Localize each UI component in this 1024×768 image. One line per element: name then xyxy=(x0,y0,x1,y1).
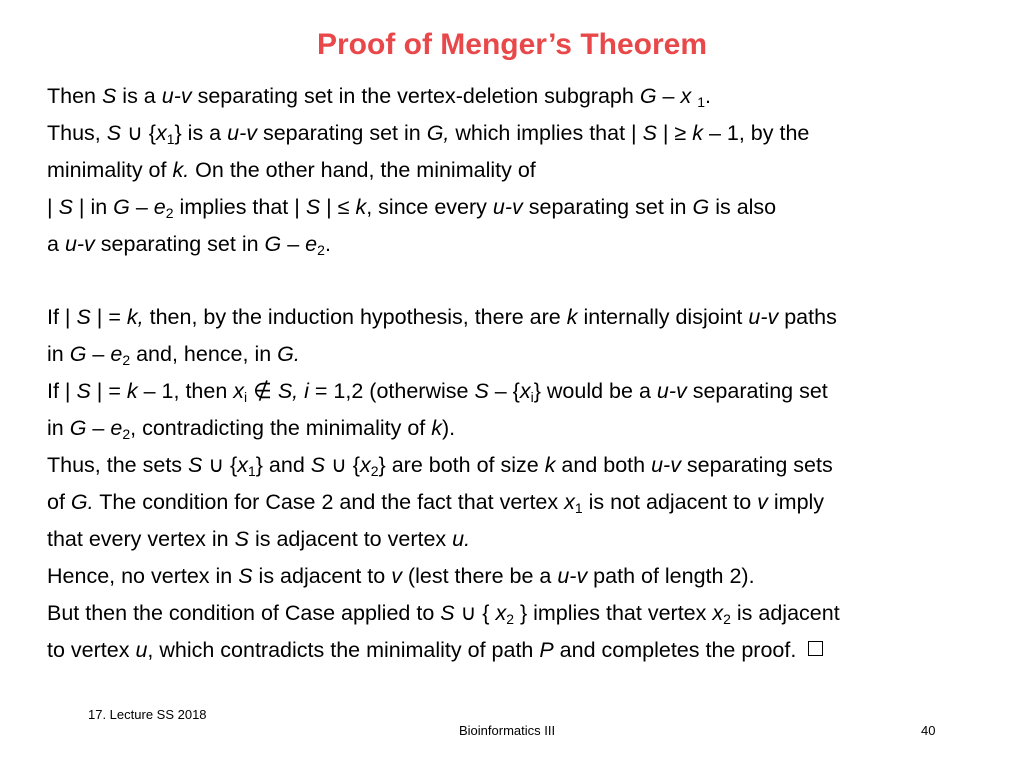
math-var: S xyxy=(234,527,249,551)
text-run: a xyxy=(47,232,65,256)
text-run: Thus, xyxy=(47,121,107,145)
text-line xyxy=(47,115,1007,152)
text-run: } would be a xyxy=(533,379,657,403)
text-run: is also xyxy=(709,195,777,219)
math-var: x xyxy=(237,453,248,477)
text-run: and, hence, in xyxy=(130,342,278,366)
math-var: k xyxy=(692,121,703,145)
text-run: – xyxy=(86,342,111,366)
text-run: is not adjacent to xyxy=(582,490,758,514)
text-run: – xyxy=(129,195,154,219)
text-run: | xyxy=(47,195,59,219)
text-run: separating set in the vertex-deletion subgraph xyxy=(191,84,640,108)
text-run: which implies that | xyxy=(449,121,643,145)
text-run: separating set in xyxy=(256,121,427,145)
subscript: i xyxy=(244,389,248,405)
math-var: S xyxy=(101,84,117,108)
text-run: in xyxy=(47,416,70,440)
footer-course: Bioinformatics III xyxy=(459,723,556,738)
math-var: u-v xyxy=(748,305,779,329)
text-run: ∪ { xyxy=(202,453,238,477)
text-run: is adjacent to vertex xyxy=(248,527,453,551)
subscript: 2 xyxy=(317,242,325,258)
math-var: G xyxy=(264,232,282,256)
text-run: . xyxy=(324,232,331,256)
math-var: u-v xyxy=(492,195,523,219)
math-var: k xyxy=(544,453,556,477)
math-var: x xyxy=(360,453,371,477)
text-run: – { xyxy=(488,379,520,403)
text-run: | in xyxy=(72,195,114,219)
text-run: is adjacent xyxy=(730,601,840,625)
proof-body xyxy=(47,78,1007,669)
text-run: } are both of size xyxy=(378,453,545,477)
math-var: S xyxy=(474,379,489,403)
text-run: and both xyxy=(555,453,652,477)
text-run: If | xyxy=(47,305,77,329)
math-var: e xyxy=(153,195,166,219)
math-var: G, xyxy=(426,121,450,145)
text-run: – 1, by the xyxy=(703,121,810,145)
text-run: , contradicting the minimality of xyxy=(130,416,432,440)
text-run: | = xyxy=(90,379,127,403)
text-run: is a xyxy=(116,84,162,108)
text-run: separating set in xyxy=(94,232,265,256)
text-run: Then xyxy=(47,84,102,108)
math-var: u xyxy=(135,638,148,662)
math-var: S xyxy=(188,453,203,477)
math-var: G xyxy=(69,416,87,440)
text-run: separating set in xyxy=(522,195,693,219)
math-var: x xyxy=(519,379,531,403)
math-var: u. xyxy=(452,527,471,551)
text-line xyxy=(47,484,1007,521)
text-line xyxy=(47,373,1007,410)
text-run: of xyxy=(47,490,71,514)
subscript: 2 xyxy=(122,352,131,368)
slide-title: Proof of Menger’s Theorem xyxy=(316,28,708,61)
text-run: ∪ { xyxy=(325,453,360,477)
text-run: imply xyxy=(767,490,825,514)
math-var: u-v xyxy=(651,453,681,477)
math-var: S xyxy=(58,195,73,219)
text-run: to vertex xyxy=(47,638,136,662)
text-run: Hence, no vertex in xyxy=(47,564,239,588)
text-run: – xyxy=(656,84,681,108)
text-run: is adjacent to xyxy=(252,564,392,588)
text-run: – 1, then xyxy=(137,379,234,403)
math-var: u-v xyxy=(64,232,95,256)
text-run: , which contradicts the minimality of path xyxy=(147,638,540,662)
text-run: internally disjoint xyxy=(577,305,749,329)
text-run: , since every xyxy=(366,195,493,219)
text-run: } implies that vertex xyxy=(513,601,713,625)
text-line xyxy=(47,595,1007,632)
subscript: 1 xyxy=(166,131,175,147)
math-var: S xyxy=(76,379,91,403)
text-run: But then the condition of Case applied to xyxy=(47,601,441,625)
text-run: ). xyxy=(442,416,456,440)
text-line xyxy=(47,189,1007,226)
math-var: S xyxy=(106,121,122,145)
math-var: G xyxy=(639,84,657,108)
text-run: The condition for Case 2 and the fact that vertex xyxy=(93,490,565,514)
subscript: 1 xyxy=(247,463,256,479)
math-var: u-v xyxy=(656,379,687,403)
text-run: ∪ { xyxy=(121,121,156,145)
text-line xyxy=(47,447,1007,484)
paragraph-gap xyxy=(47,263,1007,299)
text-run: On the other hand, the minimality of xyxy=(189,158,536,182)
math-var: S xyxy=(642,121,657,145)
math-var: S xyxy=(305,195,321,219)
math-var: x xyxy=(495,601,507,625)
text-line xyxy=(47,336,1007,373)
math-var: k xyxy=(355,195,367,219)
math-var: S, i xyxy=(277,379,309,403)
text-run: path of length 2). xyxy=(587,564,755,588)
subscript: 2 xyxy=(370,463,379,479)
math-var: x xyxy=(680,84,692,108)
text-run: = 1,2 (otherwise xyxy=(308,379,475,403)
math-var: x xyxy=(712,601,724,625)
math-var: k xyxy=(126,379,138,403)
text-run: | ≥ xyxy=(656,121,693,145)
footer-lecture: 17. Lecture SS 2018 xyxy=(88,707,207,722)
subscript: 2 xyxy=(122,426,131,442)
math-var: S xyxy=(238,564,253,588)
qed-square-icon xyxy=(808,641,823,656)
text-run: then, by the induction hypothesis, there are xyxy=(143,305,567,329)
math-var: e xyxy=(110,416,123,440)
text-line xyxy=(47,521,1007,558)
math-var: k, xyxy=(126,305,144,329)
subscript: 2 xyxy=(165,205,174,221)
text-run: that every vertex in xyxy=(47,527,235,551)
math-var: k. xyxy=(172,158,190,182)
subscript: 2 xyxy=(506,611,514,627)
math-var: k xyxy=(431,416,443,440)
math-var: v xyxy=(391,564,402,588)
text-run: and completes the proof. xyxy=(553,638,803,662)
subscript: 1 xyxy=(697,94,705,110)
text-run: | = xyxy=(90,305,127,329)
math-var: k xyxy=(566,305,578,329)
text-run: } is a xyxy=(174,121,228,145)
math-var: S xyxy=(440,601,455,625)
text-run: paths xyxy=(778,305,837,329)
text-run: If | xyxy=(47,379,77,403)
math-var: G. xyxy=(70,490,94,514)
math-var: x xyxy=(155,121,167,145)
text-line xyxy=(47,410,1007,447)
text-run: minimality of xyxy=(47,158,173,182)
text-run: ∉ xyxy=(247,379,278,403)
footer-page-number: 40 xyxy=(921,723,936,738)
text-run: | ≤ xyxy=(320,195,356,219)
text-line xyxy=(47,632,1007,669)
text-run: . xyxy=(704,84,711,108)
math-var: e xyxy=(110,342,123,366)
text-run: – xyxy=(86,416,111,440)
math-var: G xyxy=(113,195,130,219)
text-run: separating set xyxy=(686,379,828,403)
text-run: in xyxy=(47,342,70,366)
text-line xyxy=(47,152,1007,189)
math-var: x xyxy=(233,379,245,403)
text-line xyxy=(47,558,1007,595)
text-run: } and xyxy=(255,453,311,477)
text-line xyxy=(47,78,1007,115)
text-run: separating sets xyxy=(680,453,833,477)
text-run: (lest there be a xyxy=(401,564,558,588)
text-run: ∪ { xyxy=(454,601,496,625)
text-run: Thus, the sets xyxy=(47,453,189,477)
math-var: P xyxy=(539,638,554,662)
subscript: 2 xyxy=(723,611,731,627)
math-var: G. xyxy=(277,342,300,366)
math-var: u-v xyxy=(227,121,257,145)
math-var: v xyxy=(757,490,768,514)
math-var: e xyxy=(305,232,318,256)
math-var: S xyxy=(310,453,326,477)
text-run: – xyxy=(281,232,306,256)
text-line xyxy=(47,299,1007,336)
subscript: i xyxy=(530,389,534,405)
math-var: G xyxy=(692,195,710,219)
math-var: S xyxy=(76,305,91,329)
text-run: implies that | xyxy=(173,195,306,219)
math-var: u-v xyxy=(161,84,192,108)
subscript: 1 xyxy=(574,500,583,516)
math-var: x xyxy=(564,490,575,514)
math-var: G xyxy=(69,342,87,366)
text-line xyxy=(47,226,1007,263)
math-var: u-v xyxy=(557,564,588,588)
